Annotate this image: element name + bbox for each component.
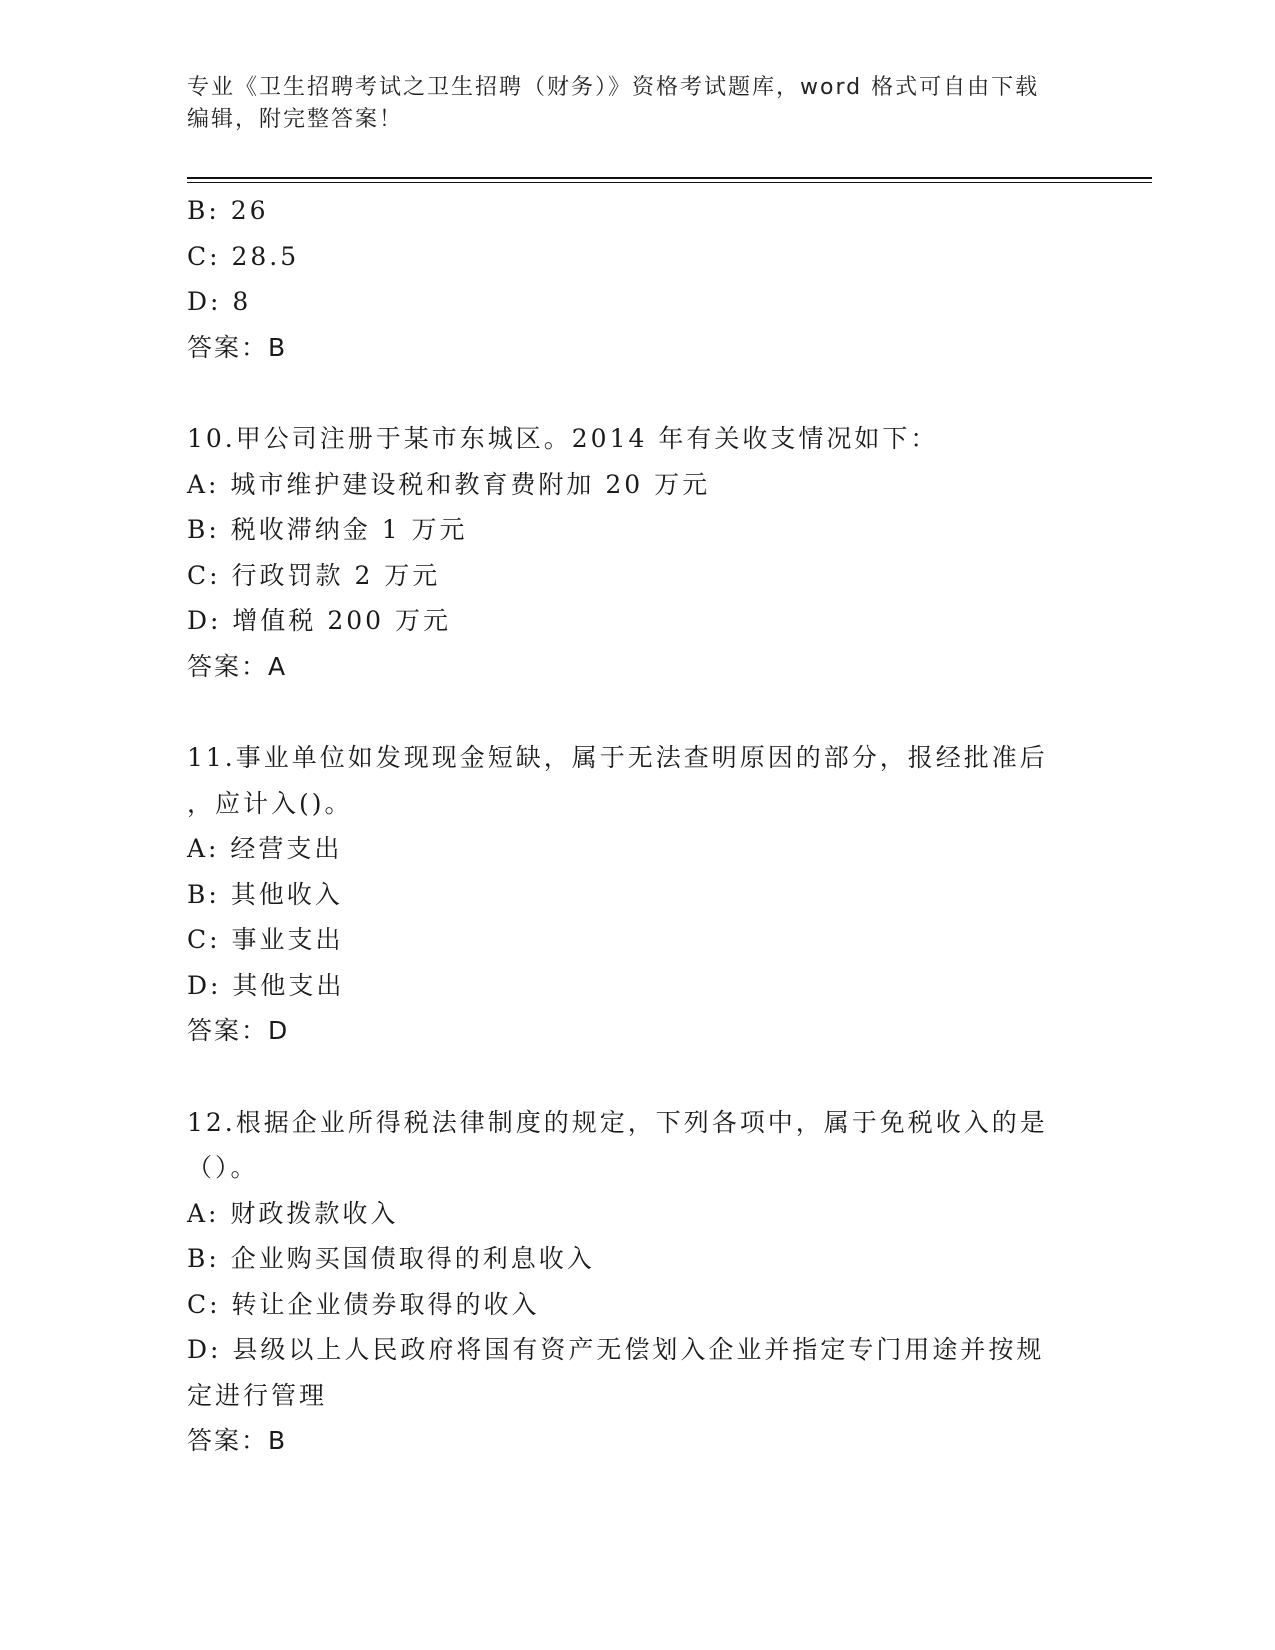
question-12	[187, 1100, 1087, 1464]
option-d-cont: 定进行管理	[187, 1380, 328, 1410]
option-d: D: 8	[187, 287, 252, 316]
answer-line: 答案：A	[187, 651, 288, 681]
header-line-2: 编辑，附完整答案！	[187, 107, 404, 132]
question-stem: 11.事业单位如发现现金短缺，属于无法查明原因的部分，报经批准后	[187, 743, 1048, 772]
option-c: C: 转让企业债券取得的收入	[187, 1289, 540, 1319]
option-c: C: 行政罚款 2 万元	[187, 560, 441, 590]
option-c: C: 事业支出	[187, 925, 344, 954]
question-stem-cont: ，应计入()。	[187, 788, 353, 818]
question-10	[187, 416, 1087, 689]
question-9-continuation	[187, 188, 1087, 370]
option-b: B: 税收滞纳金 1 万元	[187, 515, 468, 544]
option-d: D: 其他支出	[187, 970, 345, 1000]
answer-line: 答案：D	[187, 1016, 290, 1045]
page-header	[187, 72, 1067, 136]
option-a: A: 城市维护建设税和教育费附加 20 万元	[187, 469, 711, 499]
option-a: A: 财政拨款收入	[187, 1198, 399, 1228]
header-rule-thin	[187, 182, 1152, 183]
option-b: B: 26	[187, 196, 269, 225]
option-c: C: 28.5	[187, 241, 300, 271]
option-b: B: 企业购买国债取得的利息收入	[187, 1244, 595, 1273]
option-a: A: 经营支出	[187, 834, 343, 863]
answer-line: 答案：B	[187, 332, 288, 362]
document-body	[187, 188, 1087, 1464]
header-line-1: 专业《卫生招聘考试之卫生招聘（财务）》资格考试题库，word 格式可自由下载	[187, 75, 1040, 100]
option-d: D: 县级以上人民政府将国有资产无偿划入企业并指定专门用途并按规	[187, 1335, 1045, 1364]
question-stem: 12.根据企业所得税法律制度的规定，下列各项中，属于免税收入的是	[187, 1107, 1048, 1137]
question-11	[187, 735, 1087, 1054]
option-d: D: 增值税 200 万元	[187, 606, 452, 635]
document-page	[187, 0, 1152, 1650]
question-stem: 10.甲公司注册于某市东城区。2014 年有关收支情况如下：	[187, 424, 939, 453]
question-stem-cont: （）。	[187, 1153, 259, 1182]
header-rule-thick	[187, 177, 1152, 179]
option-b: B: 其他收入	[187, 879, 343, 909]
answer-line: 答案：B	[187, 1426, 288, 1455]
